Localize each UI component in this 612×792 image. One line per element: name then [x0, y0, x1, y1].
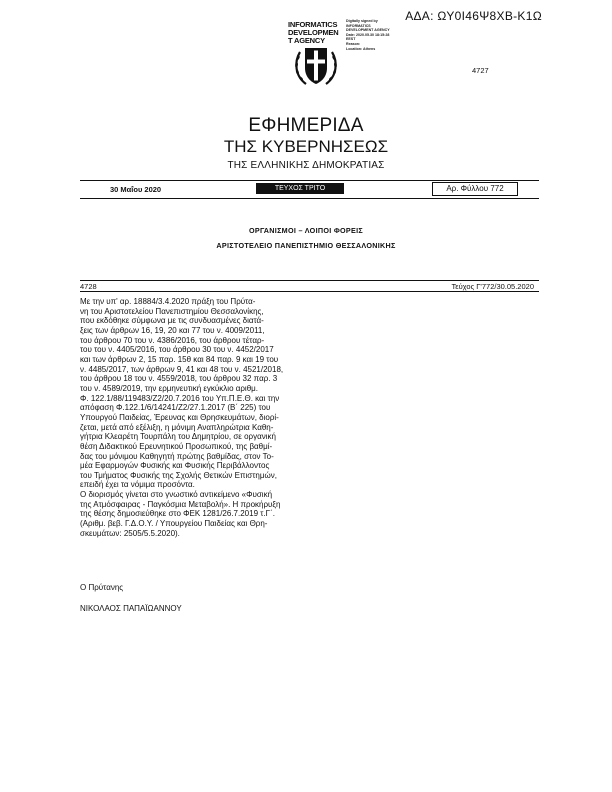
body-line: Ο διορισμός γίνεται στο γνωστικό αντικείμενο «Φυσική: [80, 490, 273, 500]
body-line: μέα Εφαρμογών Φυσικής και Φυσικής Περιβάλλοντος: [80, 461, 270, 471]
body-line: απόφαση Φ.122.1/6/14241/Ζ2/27.1.2017 (Β΄ 225) του: [80, 403, 271, 413]
body-line: νη του Αριστοτελείου Πανεπιστημίου Θεσσαλονίκης,: [80, 306, 264, 316]
body-line: δας του μόνιμου Καθηγητή πρώτης βαθμίδας, στον Το-: [80, 451, 274, 461]
body-line: της Ατμόσφαιρας - Παγκόσμια Μεταβολή». Η προκήρυξη: [80, 499, 281, 509]
body-line: του άρθρου 70 του ν. 4386/2016, του άρθρου τέταρ-: [80, 335, 265, 345]
gazette-subtitle: ΤΗΣ ΚΥΒΕΡΝΗΣΕΩΣ: [223, 137, 389, 156]
issue-date: 30 Μαΐου 2020: [110, 185, 162, 194]
body-line: που εκδόθηκε σύμφωνα με τις συνδυασμένες διατά-: [80, 316, 264, 326]
university-heading: ΑΡΙΣΤΟΤΕΛΕΙΟ ΠΑΝΕΠΙΣΤΗΜΙΟ ΘΕΣΣΑΛΟΝΙΚΗΣ: [216, 241, 396, 250]
act-issue-reference: Τεύχος Γ'772/30.05.2020: [451, 282, 534, 291]
signature-detail-line: Digitally signed by: [346, 19, 378, 23]
signature-detail-line: Location: Athens: [346, 46, 376, 51]
signer-line: T AGENCY: [288, 36, 325, 45]
act-number: 4728: [80, 282, 97, 291]
act-rule-bottom: [80, 291, 539, 292]
signature-detail-line: EEST: [346, 37, 356, 42]
gazette-title: ΕΦΗΜΕΡΙΔΑ: [248, 115, 364, 136]
signature-title: Ο Πρύτανης: [80, 583, 124, 592]
body-line: ν. 4485/2017, των άρθρων 9, 41 και 48 του ν. 4521/2018,: [80, 364, 284, 374]
body-line: Με την υπ' αρ. 18884/3.4.2020 πράξη του Πρύτα-: [80, 297, 256, 306]
body-line: (Αριθμ. βεβ. Γ.Δ.Ο.Υ. / Υπουργείου Παιδείας και Θρη-: [80, 519, 268, 529]
body-line: της θέσης δημοσιεύθηκε στο ΦΕΚ 1281/26.7.2019 τ.Γ΄.: [80, 509, 275, 519]
section-heading: ΟΡΓΑΝΙΣΜΟΙ – ΛΟΙΠΟΙ ΦΟΡΕΙΣ: [248, 226, 364, 235]
body-line: θέση Διδακτικού Ερευνητικού Προσωπικού, της βαθμί-: [80, 441, 273, 451]
body-line: του του ν. 4405/2016, του άρθρου 30 του ν. 4452/2017: [80, 345, 274, 355]
body-line: του ν. 4589/2019, την ερμηνευτική εγκύκλιο αριθμ.: [80, 383, 258, 393]
signer-line: DEVELOPMEN: [288, 28, 339, 37]
greek-coat-of-arms-icon: [293, 44, 339, 88]
header-rule-top: [80, 180, 539, 181]
signature-name: ΝΙΚΟΛΑΟΣ ΠΑΠΑΪΩΑΝΝΟΥ: [80, 604, 182, 613]
republic-label: ΤΗΣ ΕΛΛΗΝΙΚΗΣ ΔΗΜΟΚΡΑΤΙΑΣ: [227, 160, 385, 171]
body-line: του άρθρου 18 του ν. 4559/2018, του άρθρου 32 παρ. 3: [80, 374, 278, 384]
body-line: του Τμήματος Φυσικής της Σχολής Θετικών Επιστημών,: [80, 470, 277, 480]
body-line: Υπουργού Παιδείας, Έρευνας και Θρησκευμάτων, διορί-: [80, 412, 279, 422]
signature-detail-line: INFORMATICS: [346, 23, 371, 28]
issue-label: ΤΕΥΧΟΣ ΤΡΙΤΟ: [256, 183, 344, 194]
signature-detail-line: DEVELOPMENT AGENCY: [346, 28, 390, 33]
sheet-number: Αρ. Φύλλου 772: [432, 182, 518, 196]
body-line: ξεις των άρθρων 16, 19, 20 και 77 του ν. 4009/2011,: [80, 325, 265, 335]
signer-name: [288, 21, 339, 45]
act-body-text: [80, 297, 330, 538]
body-line: σκευμάτων: 2505/5.5.2020).: [80, 528, 180, 538]
body-line: Φ. 122.1/88/119483/Ζ2/20.7.2016 του Υπ.Π.Ε.Θ. και την: [80, 393, 280, 403]
ada-code: ΑΔΑ: ΩΥ0Ι46Ψ8ΧΒ-Κ1Ω: [405, 9, 542, 23]
body-line: ζεται, μετά από εξέλιξη, η μόνιμη Αναπληρώτρια Καθη-: [80, 422, 274, 432]
header-rule-bottom: [80, 198, 539, 199]
signer-line: INFORMATICS: [288, 20, 338, 29]
body-line: και των άρθρων 2, 15 παρ. 15θ και 84 παρ. 9 και 19 του: [80, 354, 279, 364]
page-number: 4727: [472, 66, 489, 75]
signature-detail-line: Reason:: [346, 41, 361, 46]
body-line: επειδή έχει τα νόμιμα προσόντα.: [80, 480, 195, 490]
digital-signature-details: [346, 19, 390, 51]
act-rule: [80, 280, 539, 281]
body-line: γήτρια Κλεαρέτη Τουρπάλη του Δημητρίου, σε οργανική: [80, 432, 276, 442]
signature-detail-line: Date: 2020.05.30 18:15:28: [346, 32, 390, 37]
